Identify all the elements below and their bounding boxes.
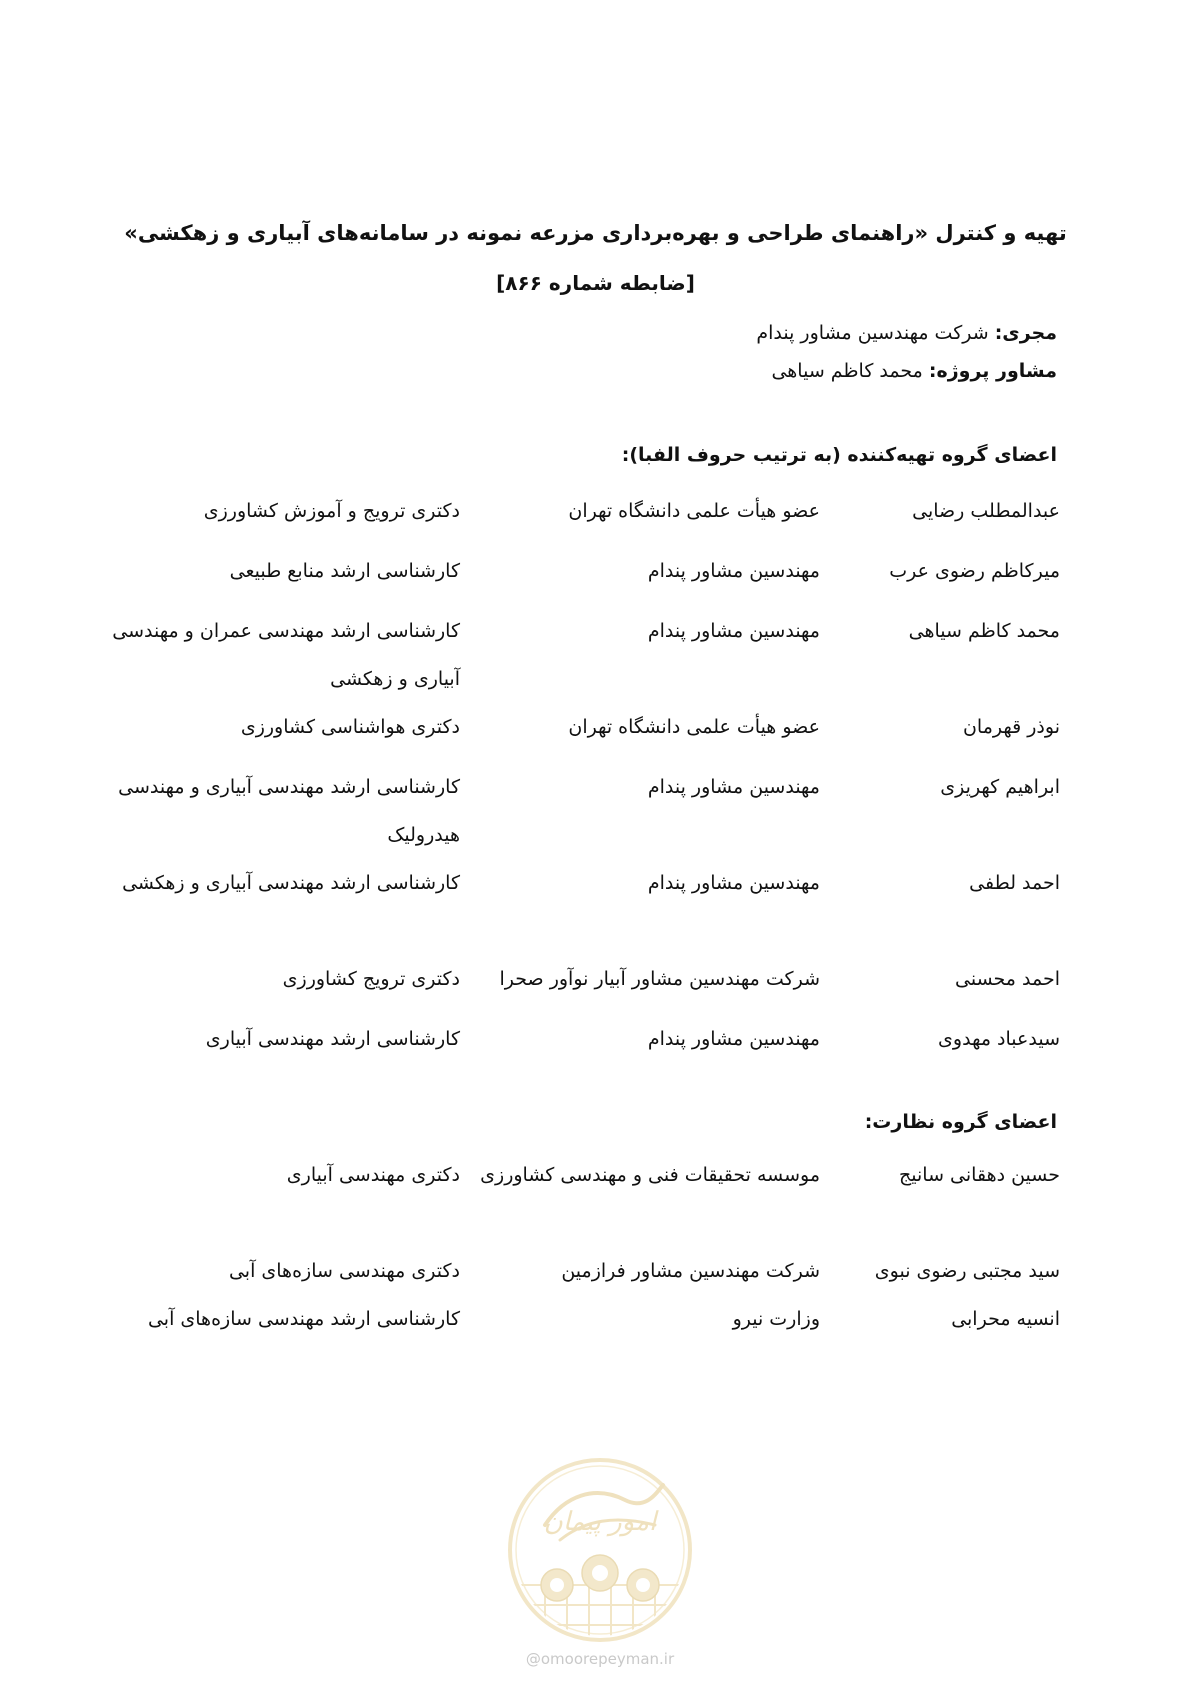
document-title: تهیه و کنترل «راهنمای طراحی و بهره‌برداری مزرعه نمونه در سامانه‌های آبیاری و زهکشی» <box>124 221 1067 245</box>
member-org: عضو هیأت علمی دانشگاه تهران <box>568 716 820 738</box>
list-item <box>100 1151 1060 1247</box>
member-name: نوذر قهرمان <box>962 716 1060 738</box>
member-org: مهندسین مشاور پندام <box>647 1028 820 1050</box>
member-name: محمد کاظم سیاهی <box>908 620 1060 642</box>
member-degree: کارشناسی ارشد مهندسی آبیاری <box>205 1028 460 1050</box>
member-org: مهندسین مشاور پندام <box>647 872 820 894</box>
list-item <box>100 703 1060 751</box>
list-item <box>100 763 1060 859</box>
member-org: عضو هیأت علمی دانشگاه تهران <box>568 500 820 522</box>
member-org: مهندسین مشاور پندام <box>647 620 820 642</box>
member-org: موسسه تحقیقات فنی و مهندسی کشاورزی <box>480 1164 820 1186</box>
member-degree: دکتری هواشناسی کشاورزی <box>240 716 460 738</box>
watermark-logo-text: امور پیمان <box>543 1507 657 1537</box>
member-degree: دکتری ترویج و آموزش کشاورزی <box>203 500 460 522</box>
list-item <box>100 1247 1060 1295</box>
member-degree: کارشناسی ارشد مهندسی آبیاری و مهندسی هیدرولیک <box>118 776 460 846</box>
member-org: مهندسین مشاور پندام <box>647 776 820 798</box>
member-org: وزارت نیرو <box>732 1308 820 1330</box>
member-name: عبدالمطلب رضایی <box>912 500 1060 522</box>
watermark-url: @omoorepeyman.ir <box>525 1650 675 1668</box>
member-degree: کارشناسی ارشد مهندسی سازه‌های آبی <box>147 1308 460 1330</box>
list-item <box>100 955 1060 1003</box>
executor-value: شرکت مهندسین مشاور پندام <box>756 322 989 344</box>
member-degree: دکتری مهندسی آبیاری <box>286 1164 460 1186</box>
member-name: انسیه محرابی <box>951 1308 1060 1330</box>
member-degree: دکتری مهندسی سازه‌های آبی <box>228 1260 460 1282</box>
member-name: حسین دهقانی سانیج <box>899 1164 1060 1186</box>
member-org: مهندسین مشاور پندام <box>647 560 820 582</box>
member-name: احمد لطفی <box>969 872 1060 894</box>
member-degree: کارشناسی ارشد مهندسی آبیاری و زهکشی <box>122 872 460 894</box>
member-name: سید مجتبی رضوی نبوی <box>874 1260 1060 1282</box>
advisor-line <box>357 356 1057 386</box>
list-item <box>100 1015 1060 1063</box>
member-org: شرکت مهندسین مشاور آبیار نوآور صحرا <box>499 968 820 990</box>
member-name: ابراهیم کهریزی <box>940 776 1060 798</box>
document-subtitle: [ضابطه شماره ۸۶۶] <box>496 271 695 295</box>
list-item <box>100 859 1060 955</box>
advisor-value: محمد کاظم سیاهی <box>771 360 923 382</box>
list-item <box>100 607 1060 703</box>
preparers-heading: اعضای گروه تهیه‌کننده (به ترتیب حروف الفبا): <box>621 444 1057 466</box>
member-org: شرکت مهندسین مشاور فرازمین <box>561 1260 820 1282</box>
executor-label: مجری: <box>994 322 1057 344</box>
member-degree: کارشناسی ارشد منابع طبیعی <box>229 560 460 582</box>
member-name: میرکاظم رضوی عرب <box>889 560 1060 582</box>
watermark-logo <box>505 1455 695 1645</box>
executor-line <box>357 318 1057 348</box>
list-item <box>100 487 1060 535</box>
member-degree: کارشناسی ارشد مهندسی عمران و مهندسی آبیاری و زهکشی <box>112 620 460 690</box>
member-degree: دکتری ترویج کشاورزی <box>282 968 460 990</box>
list-item <box>100 547 1060 595</box>
advisor-label: مشاور پروژه: <box>928 360 1057 382</box>
list-item <box>100 1295 1060 1343</box>
supervisors-heading: اعضای گروه نظارت: <box>864 1111 1057 1133</box>
member-name: احمد محسنی <box>955 968 1060 990</box>
member-name: سیدعباد مهدوی <box>938 1028 1060 1050</box>
